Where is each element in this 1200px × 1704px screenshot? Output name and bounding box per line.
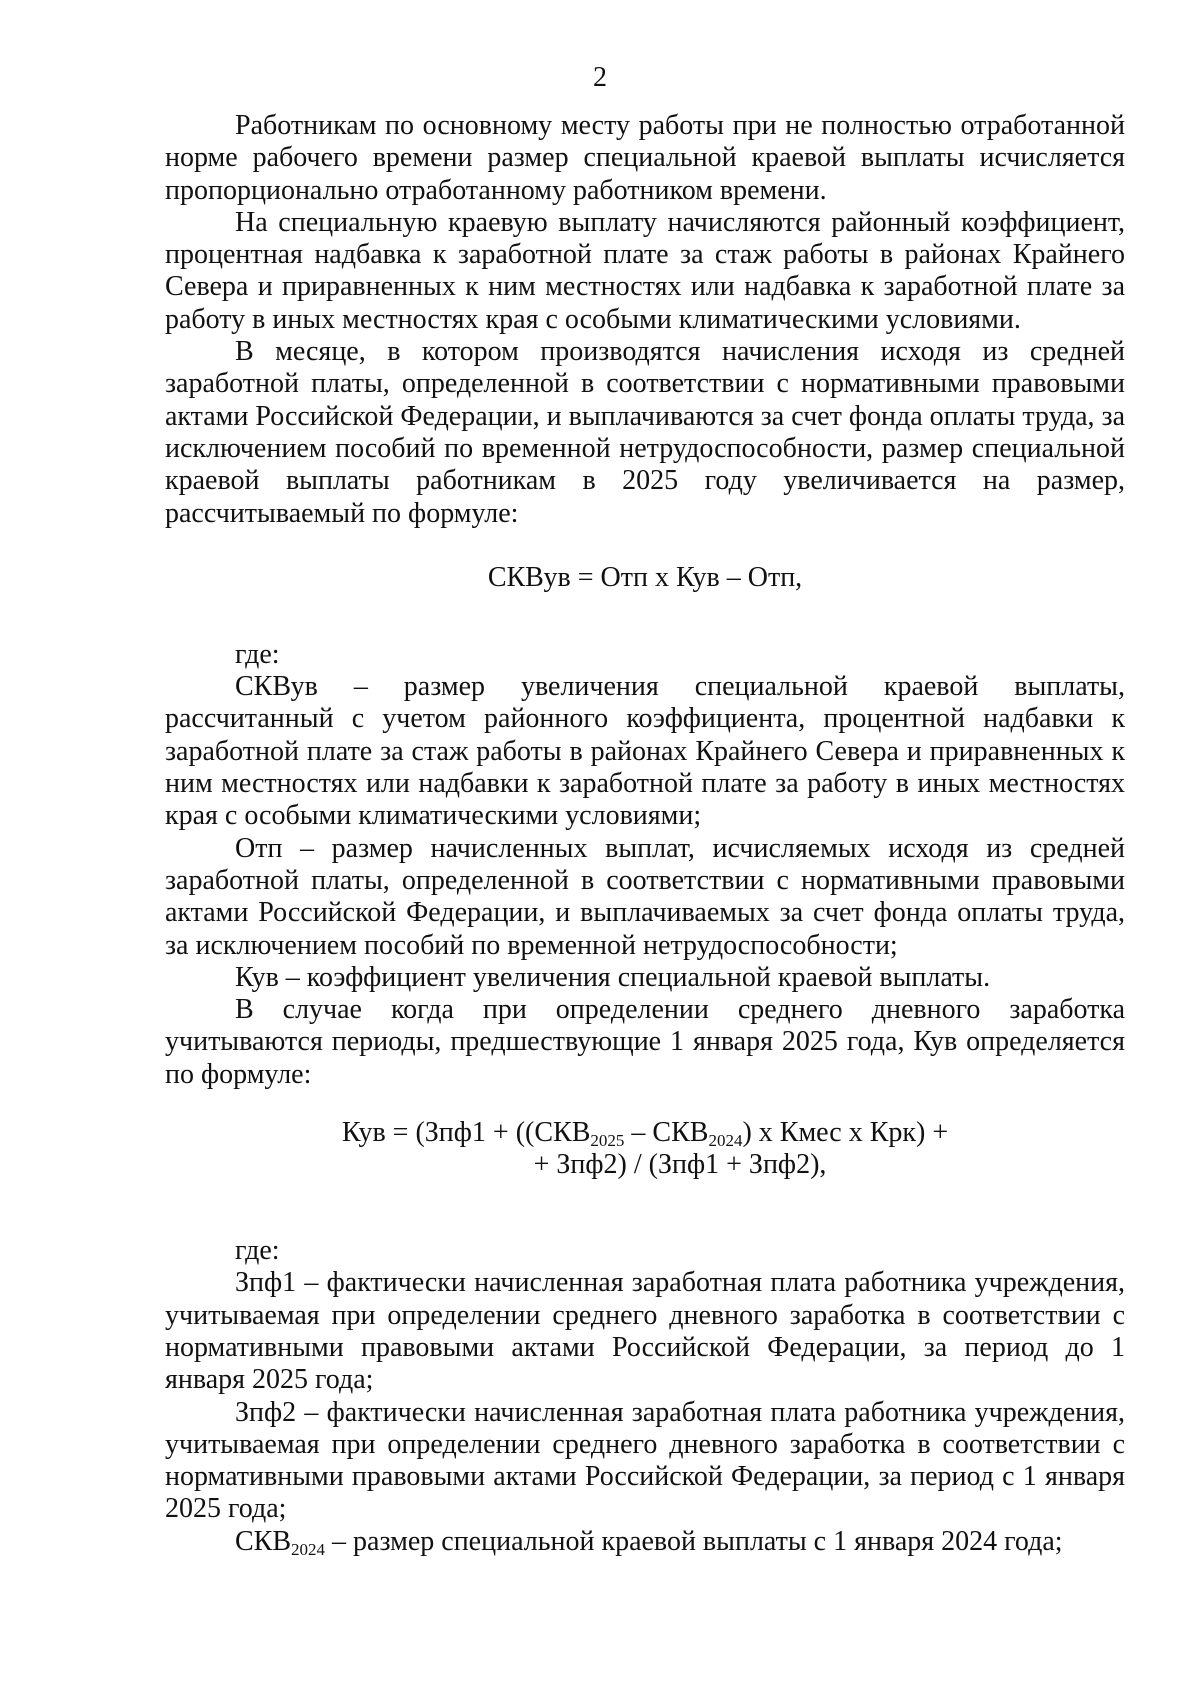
formula-subscript: 2024 [708, 1131, 743, 1151]
definition-term: СКВ [235, 1525, 292, 1557]
formula-skv-uv: СКВув = Отп х Кув – Отп, [487, 561, 803, 593]
paragraph: На специальную краевую выплату начисляются районный коэффициент, процентная надбавка к заработной плате за стаж работы в районах Крайнего Севера и приравненных к ним местностях или надбавка к заработной плате за работу в иных местностях края с особыми климатическими условиями. [165, 206, 1125, 335]
formula-part: Кув = (Зпф1 + ((СКВ [341, 1117, 591, 1149]
definition: СКВув – размер увеличения специальной краевой выплаты, рассчитанный с учетом районного коэффициента, процентной надбавки к заработной плате за стаж работы в районах Крайнего Севера и приравненных к ним местностях или надбавки к заработной плате за работу в иных местностях края с особыми климатическими условиями; [165, 671, 1125, 832]
where-label: где: [235, 638, 280, 670]
formula-part: – СКВ [624, 1117, 709, 1149]
formula-line-2: + Зпф2) / (Зпф1 + Зпф2), [533, 1149, 827, 1181]
definition: Зпф2 – фактически начисленная заработная плата работника учреждения, учитываемая при определении среднего дневного заработка в соответствии с нормативными правовыми актами Российской Федерации, за период с 1 января 2025 года; [165, 1396, 1125, 1525]
formula-subscript: 2025 [590, 1131, 625, 1151]
formula-line-1 [165, 1117, 1125, 1149]
page-number: 2 [593, 62, 607, 93]
paragraph: В месяце, в котором производятся начисления исходя из средней заработной платы, определенной в соответствии с нормативными правовыми актами Российской Федерации, и выплачиваются за счет фонда оплаты труда, за исключением пособий по временной нетрудоспособности, размер специальной краевой выплаты работникам в 2025 году увеличивается на размер, рассчитываемый по формуле: [165, 336, 1125, 529]
formula-k-uv [165, 1117, 1125, 1181]
where-label: где: [235, 1235, 280, 1267]
paragraph: В случае когда при определении среднего дневного заработка учитываются периоды, предшествующие 1 января 2025 года, Кув определяется по формуле: [165, 994, 1125, 1090]
formula-part: ) х Кмес х Крк) + [742, 1117, 949, 1149]
definition: Зпф1 – фактически начисленная заработная плата работника учреждения, учитываемая при определении среднего дневного заработка в соответствии с нормативными правовыми актами Российской Федерации, за период до 1 января 2025 года; [165, 1267, 1125, 1396]
definition-text: – размер специальной краевой выплаты с 1 января 2024 года; [325, 1525, 1063, 1557]
definition [165, 1526, 1125, 1558]
document-body [165, 110, 1125, 1558]
paragraph: Работникам по основному месту работы при не полностью отработанной норме рабочего времени размер специальной краевой выплаты исчисляется пропорционально отработанному работником времени. [165, 110, 1125, 206]
definition-subscript: 2024 [291, 1539, 326, 1559]
definition: Отп – размер начисленных выплат, исчисляемых исходя из средней заработной платы, определенной в соответствии с нормативными правовыми актами Российской Федерации, и выплачиваемых за счет фонда оплаты труда, за исключением пособий по временной нетрудоспособности; [165, 832, 1125, 961]
definition: Кув – коэффициент увеличения специальной краевой выплаты. [235, 961, 991, 993]
